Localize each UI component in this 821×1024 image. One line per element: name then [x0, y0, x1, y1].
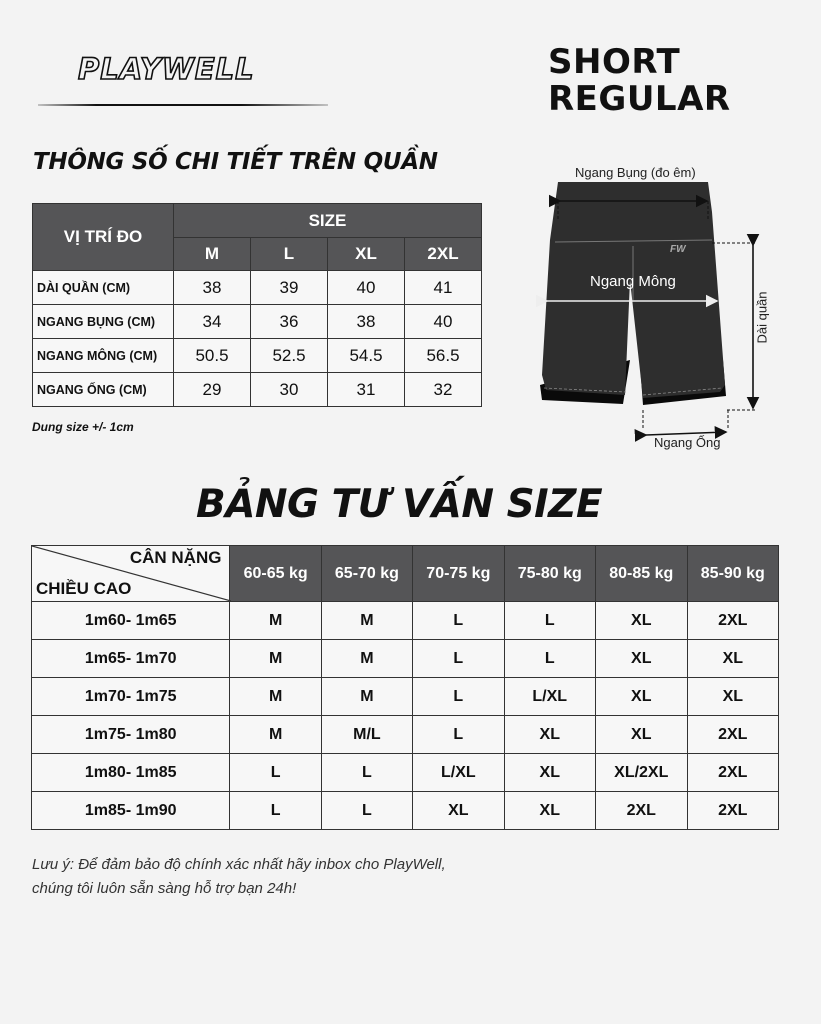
note-line-2: chúng tôi luôn sẵn sàng hỗ trợ bạn 24h!	[32, 880, 297, 897]
cell: XL/2XL	[595, 754, 687, 792]
weight-col: 60-65 kg	[230, 546, 321, 602]
product-title-line2: REGULAR	[548, 79, 731, 119]
cell: L	[504, 602, 595, 640]
cell: XL	[687, 678, 778, 716]
cell: L	[230, 754, 321, 792]
cell: L	[321, 754, 412, 792]
cell: L	[413, 640, 504, 678]
weight-col: 75-80 kg	[504, 546, 595, 602]
cell: 2XL	[687, 602, 778, 640]
weight-col: 85-90 kg	[687, 546, 778, 602]
position-header: VỊ TRÍ ĐO	[33, 204, 174, 271]
cell: 31	[328, 373, 405, 407]
size-col: M	[174, 238, 251, 271]
cell: XL	[595, 602, 687, 640]
cell: 2XL	[595, 792, 687, 830]
cell: 36	[251, 305, 328, 339]
table-row	[33, 339, 482, 373]
advice-heading: BẢNG TƯ VẤN SIZE	[196, 482, 603, 527]
weight-col: 70-75 kg	[413, 546, 504, 602]
weight-axis-label: CÂN NẶNG	[129, 548, 222, 567]
cell: L/XL	[504, 678, 595, 716]
cell: XL	[595, 678, 687, 716]
shorts-illustration-icon	[530, 160, 790, 460]
cell: 52.5	[251, 339, 328, 373]
cell: XL	[504, 754, 595, 792]
cell: M	[230, 602, 321, 640]
cell: 2XL	[687, 792, 778, 830]
cell: XL	[595, 640, 687, 678]
cell: L	[413, 716, 504, 754]
cell: M	[230, 716, 321, 754]
product-title	[548, 44, 731, 118]
table-row	[32, 678, 779, 716]
cell: 29	[174, 373, 251, 407]
cell: M	[321, 678, 412, 716]
weight-col: 80-85 kg	[595, 546, 687, 602]
row-label: NGANG BỤNG (CM)	[33, 305, 174, 339]
table-row	[32, 716, 779, 754]
tolerance-note: Dung size +/- 1cm	[32, 420, 134, 434]
table-row	[32, 754, 779, 792]
cell: XL	[687, 640, 778, 678]
leg-label: Ngang Ống	[654, 435, 721, 450]
cell: 38	[174, 271, 251, 305]
height-label: 1m65- 1m70	[32, 640, 230, 678]
cell: M	[230, 678, 321, 716]
size-advice-table	[31, 545, 779, 830]
cell: 2XL	[687, 754, 778, 792]
cell: XL	[504, 792, 595, 830]
logo-divider	[38, 104, 328, 106]
specs-heading: THÔNG SỐ CHI TIẾT TRÊN QUẦN	[33, 149, 438, 175]
size-col: L	[251, 238, 328, 271]
cell: L	[230, 792, 321, 830]
spec-table	[32, 203, 482, 407]
table-row	[33, 373, 482, 407]
cell: 41	[405, 271, 482, 305]
table-row	[33, 271, 482, 305]
cell: 38	[328, 305, 405, 339]
size-col: XL	[328, 238, 405, 271]
cell: M	[321, 640, 412, 678]
height-axis-label: CHIỀU CAO	[36, 579, 132, 598]
cell: M/L	[321, 716, 412, 754]
table-row	[32, 792, 779, 830]
cell: XL	[413, 792, 504, 830]
table-row	[32, 602, 779, 640]
cell: 54.5	[328, 339, 405, 373]
fw-badge: FW	[670, 244, 686, 255]
cell: L/XL	[413, 754, 504, 792]
cell: L	[321, 792, 412, 830]
length-label: Dài quần	[754, 291, 770, 344]
cell: L	[504, 640, 595, 678]
cell: 40	[328, 271, 405, 305]
cell: XL	[504, 716, 595, 754]
row-label: DÀI QUẦN (CM)	[33, 271, 174, 305]
corner-header	[32, 546, 230, 602]
height-label: 1m75- 1m80	[32, 716, 230, 754]
table-row	[33, 305, 482, 339]
cell: L	[413, 602, 504, 640]
cell: XL	[595, 716, 687, 754]
table-row	[32, 640, 779, 678]
size-header: SIZE	[174, 204, 482, 238]
shorts-diagram	[530, 160, 790, 460]
cell: 2XL	[687, 716, 778, 754]
waist-label: Ngang Bụng (đo êm)	[575, 165, 696, 180]
cell: M	[230, 640, 321, 678]
cell: 50.5	[174, 339, 251, 373]
row-label: NGANG ỐNG (CM)	[33, 373, 174, 407]
cell: 34	[174, 305, 251, 339]
height-label: 1m85- 1m90	[32, 792, 230, 830]
height-label: 1m70- 1m75	[32, 678, 230, 716]
hip-label: Ngang Mông	[590, 273, 676, 290]
cell: 32	[405, 373, 482, 407]
product-title-line1: SHORT	[548, 42, 681, 82]
row-label: NGANG MÔNG (CM)	[33, 339, 174, 373]
cell: L	[413, 678, 504, 716]
note-line-1: Lưu ý: Để đảm bảo độ chính xác nhất hãy inbox cho PlayWell,	[32, 856, 446, 873]
weight-col: 65-70 kg	[321, 546, 412, 602]
cell: M	[321, 602, 412, 640]
height-label: 1m60- 1m65	[32, 602, 230, 640]
brand-logo: PLAYWELL	[78, 52, 255, 86]
size-col: 2XL	[405, 238, 482, 271]
cell: 30	[251, 373, 328, 407]
footer-note	[32, 853, 446, 901]
cell: 56.5	[405, 339, 482, 373]
cell: 40	[405, 305, 482, 339]
height-label: 1m80- 1m85	[32, 754, 230, 792]
cell: 39	[251, 271, 328, 305]
